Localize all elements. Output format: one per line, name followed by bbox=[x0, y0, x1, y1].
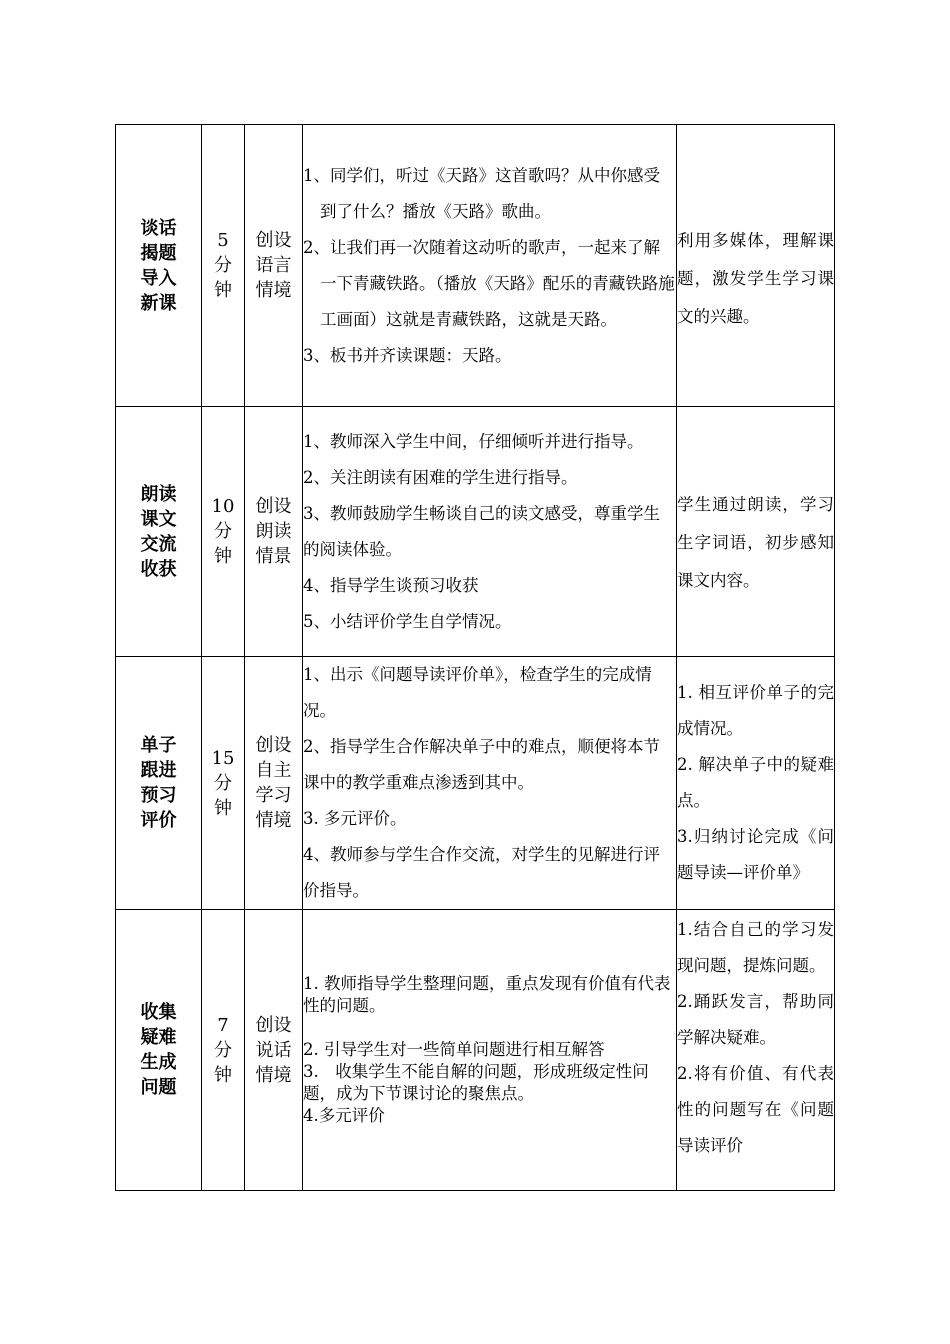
goals-cell bbox=[677, 407, 835, 657]
goal-item: 1.结合自己的学习发现问题，提炼问题。 bbox=[677, 920, 834, 975]
activity-item: 1、同学们，听过《天路》这首歌吗？从中你感受到了什么？播放《天路》歌曲。 bbox=[303, 165, 660, 221]
activities-cell bbox=[303, 407, 677, 657]
activity-item: 1. 教师指导学生整理问题，重点发现有价值有代表性的问题。 bbox=[303, 974, 671, 1015]
goal-item: 2.踊跃发言，帮助同学解决疑难。 bbox=[677, 992, 834, 1047]
activity-item: 2、关注朗读有困难的学生进行指导。 bbox=[303, 467, 578, 487]
method-cell: 创设说话情境 bbox=[245, 910, 303, 1191]
activity-item: 4.多元评价 bbox=[303, 1106, 385, 1125]
stage-cell: 谈话揭题导入新课 bbox=[116, 125, 202, 407]
goals-cell bbox=[677, 125, 835, 407]
activity-item: 3. 收集学生不能自解的问题，形成班级定性问题，成为下节课讨论的聚焦点。 bbox=[303, 1062, 649, 1103]
activities-cell bbox=[303, 125, 677, 407]
goal-item: 学生通过朗读，学习生字词语，初步感知课文内容。 bbox=[677, 494, 834, 590]
goal-item: 3.归纳讨论完成《问题导读—评价单》 bbox=[677, 827, 834, 882]
time-cell: 7分钟 bbox=[202, 910, 245, 1191]
method-cell: 创设朗读情景 bbox=[245, 407, 303, 657]
method-cell: 创设语言情境 bbox=[245, 125, 303, 407]
activities-cell bbox=[303, 657, 677, 910]
stage-cell: 单子跟进预习评价 bbox=[116, 657, 202, 910]
goal-item: 2.将有价值、有代表性的问题写在《问题导读评价 bbox=[677, 1064, 834, 1155]
activity-item: 5、小结评价学生自学情况。 bbox=[303, 611, 512, 631]
goals-cell bbox=[677, 910, 835, 1191]
activity-item: 3、教师鼓励学生畅谈自己的读文感受，尊重学生的阅读体验。 bbox=[303, 503, 660, 559]
activity-item: 3、板书并齐读课题：天路。 bbox=[303, 345, 512, 365]
activities-cell bbox=[303, 910, 677, 1191]
table-row bbox=[116, 657, 835, 910]
goals-cell bbox=[677, 657, 835, 910]
activity-item: 2、指导学生合作解决单子中的难点，顺便将本节课中的教学重难点渗透到其中。 bbox=[303, 737, 660, 792]
goal-item: 利用多媒体，理解课题，激发学生学习课文的兴趣。 bbox=[677, 231, 834, 326]
lesson-plan-table bbox=[115, 124, 835, 1191]
activity-item: 3. 多元评价。 bbox=[303, 809, 407, 828]
activity-item: 4、教师参与学生合作交流，对学生的见解进行评价指导。 bbox=[303, 845, 660, 900]
goal-item: 2. 解决单子中的疑难点。 bbox=[677, 755, 834, 810]
activity-item: 1、出示《问题导读评价单》，检查学生的完成情况。 bbox=[303, 665, 652, 720]
stage-cell: 收集疑难生成问题 bbox=[116, 910, 202, 1191]
activity-item: 2、让我们再一次随着这动听的歌声，一起来了解一下青藏铁路。（播放《天路》配乐的青藏铁路施工画面）这就是青藏铁路，这就是天路。 bbox=[303, 237, 675, 329]
goal-item: 1. 相互评价单子的完成情况。 bbox=[677, 683, 834, 738]
stage-cell: 朗读课文交流收获 bbox=[116, 407, 202, 657]
method-cell: 创设自主学习情境 bbox=[245, 657, 303, 910]
time-cell: 10分钟 bbox=[202, 407, 245, 657]
time-cell: 5分钟 bbox=[202, 125, 245, 407]
time-cell: 15分钟 bbox=[202, 657, 245, 910]
table-row bbox=[116, 407, 835, 657]
table-row bbox=[116, 910, 835, 1191]
table-row bbox=[116, 125, 835, 407]
activity-item: 4、指导学生谈预习收获 bbox=[303, 575, 479, 595]
activity-item: 1、教师深入学生中间，仔细倾听并进行指导。 bbox=[303, 431, 644, 451]
activity-item: 2. 引导学生对一些简单问题进行相互解答 bbox=[303, 1040, 605, 1059]
